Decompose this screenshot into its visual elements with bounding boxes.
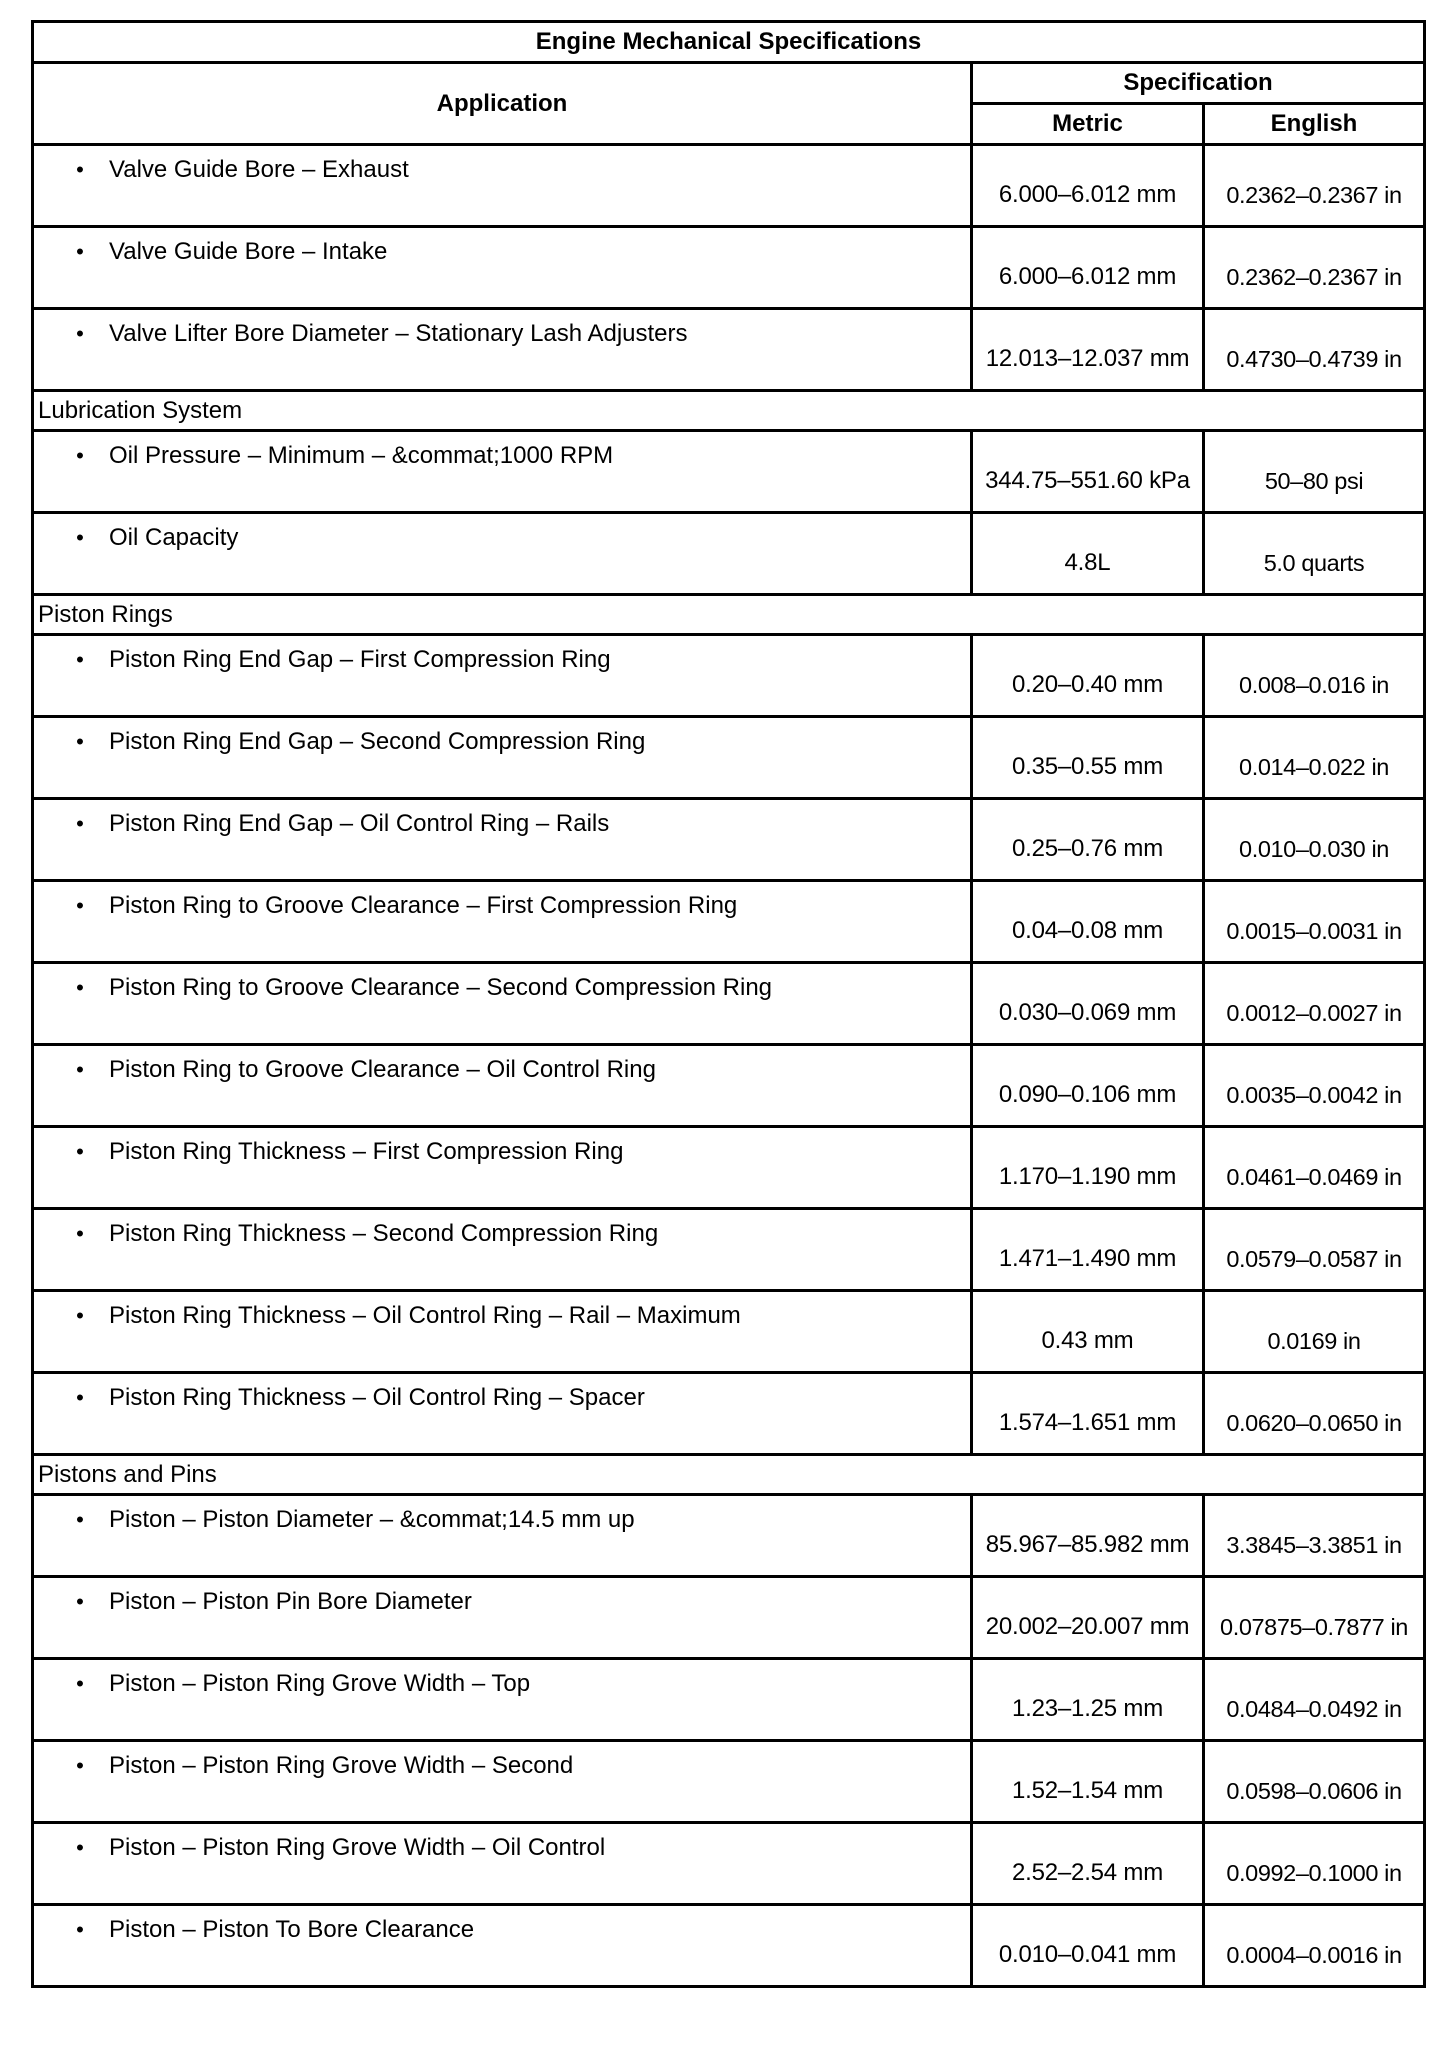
section-title: Piston Rings (33, 595, 1425, 635)
application-label: Piston – Piston Ring Grove Width – Top (109, 1670, 531, 1697)
table-row (33, 431, 1425, 513)
english-value: 0.0035–0.0042 in (1204, 1045, 1425, 1127)
table-row (33, 881, 1425, 963)
metric-value: 85.967–85.982 mm (972, 1495, 1204, 1577)
table-row (33, 145, 1425, 227)
english-value: 0.0579–0.0587 in (1204, 1209, 1425, 1291)
application-label: Oil Capacity (109, 524, 239, 551)
application-cell (33, 227, 972, 309)
application-label: Piston – Piston Pin Bore Diameter (109, 1588, 472, 1615)
metric-value: 1.574–1.651 mm (972, 1373, 1204, 1455)
table-row (33, 227, 1425, 309)
application-cell (33, 1209, 972, 1291)
application-cell (33, 799, 972, 881)
application-cell (33, 1127, 972, 1209)
metric-value: 0.35–0.55 mm (972, 717, 1204, 799)
application-label: Piston Ring Thickness – Oil Control Ring – Rail – Maximum (109, 1302, 741, 1329)
english-value: 0.0169 in (1204, 1291, 1425, 1373)
metric-value: 1.23–1.25 mm (972, 1659, 1204, 1741)
metric-value: 344.75–551.60 kPa (972, 431, 1204, 513)
metric-value: 0.04–0.08 mm (972, 881, 1204, 963)
application-label: Piston Ring End Gap – Second Compression Ring (109, 728, 646, 755)
table-row (33, 1905, 1425, 1987)
spec-sheet (31, 20, 1423, 1988)
application-label: Piston Ring to Groove Clearance – First Compression Ring (109, 892, 738, 919)
application-cell (33, 1495, 972, 1577)
metric-value: 1.471–1.490 mm (972, 1209, 1204, 1291)
english-value: 0.014–0.022 in (1204, 717, 1425, 799)
bullet-icon: • (76, 1139, 84, 1164)
application-cell (33, 309, 972, 391)
application-cell (33, 881, 972, 963)
metric-value: 0.090–0.106 mm (972, 1045, 1204, 1127)
table-row (33, 1045, 1425, 1127)
application-cell (33, 1905, 972, 1987)
bullet-icon: • (76, 975, 84, 1000)
application-label: Valve Guide Bore – Intake (109, 238, 388, 265)
metric-value: 1.170–1.190 mm (972, 1127, 1204, 1209)
metric-value: 20.002–20.007 mm (972, 1577, 1204, 1659)
english-value: 0.2362–0.2367 in (1204, 145, 1425, 227)
application-label: Piston Ring Thickness – First Compression Ring (109, 1138, 624, 1165)
application-cell (33, 1045, 972, 1127)
bullet-icon: • (76, 1303, 84, 1328)
bullet-icon: • (76, 893, 84, 918)
bullet-icon: • (76, 1589, 84, 1614)
bullet-icon: • (76, 1917, 84, 1942)
english-value: 0.0484–0.0492 in (1204, 1659, 1425, 1741)
application-label: Piston Ring End Gap – First Compression Ring (109, 646, 611, 673)
english-value: 0.008–0.016 in (1204, 635, 1425, 717)
english-value: 0.0992–0.1000 in (1204, 1823, 1425, 1905)
bullet-icon: • (76, 647, 84, 672)
bullet-icon: • (76, 157, 84, 182)
metric-value: 0.20–0.40 mm (972, 635, 1204, 717)
english-value: 50–80 psi (1204, 431, 1425, 513)
english-value: 0.4730–0.4739 in (1204, 309, 1425, 391)
application-cell (33, 635, 972, 717)
application-cell (33, 431, 972, 513)
specification-header: Specification (972, 63, 1425, 104)
english-value: 5.0 quarts (1204, 513, 1425, 595)
section-header-row (33, 1455, 1425, 1495)
table-row (33, 1577, 1425, 1659)
section-title: Pistons and Pins (33, 1455, 1425, 1495)
bullet-icon: • (76, 1835, 84, 1860)
section-title: Lubrication System (33, 391, 1425, 431)
bullet-icon: • (76, 1057, 84, 1082)
application-cell (33, 145, 972, 227)
bullet-icon: • (76, 1507, 84, 1532)
table-row (33, 717, 1425, 799)
application-label: Oil Pressure – Minimum – &commat;1000 RPM (109, 442, 614, 469)
bullet-icon: • (76, 1671, 84, 1696)
table-row (33, 1659, 1425, 1741)
table-row (33, 513, 1425, 595)
title-row (33, 22, 1425, 63)
metric-value: 0.43 mm (972, 1291, 1204, 1373)
application-label: Piston Ring Thickness – Second Compression Ring (109, 1220, 659, 1247)
metric-value: 12.013–12.037 mm (972, 309, 1204, 391)
bullet-icon: • (76, 1753, 84, 1778)
application-label: Piston Ring Thickness – Oil Control Ring – Spacer (109, 1384, 645, 1411)
section-header-row (33, 595, 1425, 635)
english-value: 0.0461–0.0469 in (1204, 1127, 1425, 1209)
bullet-icon: • (76, 811, 84, 836)
bullet-icon: • (76, 525, 84, 550)
bullet-icon: • (76, 1385, 84, 1410)
table-row (33, 1741, 1425, 1823)
application-label: Piston – Piston Ring Grove Width – Second (109, 1752, 574, 1779)
english-value: 0.0620–0.0650 in (1204, 1373, 1425, 1455)
metric-value: 0.25–0.76 mm (972, 799, 1204, 881)
bullet-icon: • (76, 443, 84, 468)
table-row (33, 799, 1425, 881)
english-value: 0.0012–0.0027 in (1204, 963, 1425, 1045)
application-cell (33, 1577, 972, 1659)
application-cell (33, 1659, 972, 1741)
english-value: 0.07875–0.7877 in (1204, 1577, 1425, 1659)
english-value: 0.0015–0.0031 in (1204, 881, 1425, 963)
bullet-icon: • (76, 1221, 84, 1246)
table-row (33, 309, 1425, 391)
table-row (33, 1373, 1425, 1455)
metric-value: 6.000–6.012 mm (972, 227, 1204, 309)
english-value: 3.3845–3.3851 in (1204, 1495, 1425, 1577)
table-row (33, 1823, 1425, 1905)
application-cell (33, 1291, 972, 1373)
application-cell (33, 963, 972, 1045)
application-label: Valve Guide Bore – Exhaust (109, 156, 409, 183)
application-cell (33, 1741, 972, 1823)
bullet-icon: • (76, 729, 84, 754)
english-value: 0.2362–0.2367 in (1204, 227, 1425, 309)
bullet-icon: • (76, 321, 84, 346)
application-cell (33, 513, 972, 595)
table-row (33, 1127, 1425, 1209)
application-cell (33, 1823, 972, 1905)
english-value: 0.0598–0.0606 in (1204, 1741, 1425, 1823)
table-row (33, 1209, 1425, 1291)
application-cell (33, 1373, 972, 1455)
table-row (33, 635, 1425, 717)
application-cell (33, 717, 972, 799)
metric-value: 2.52–2.54 mm (972, 1823, 1204, 1905)
header-row (33, 63, 1425, 104)
english-header: English (1204, 104, 1425, 145)
table-row (33, 963, 1425, 1045)
metric-value: 0.010–0.041 mm (972, 1905, 1204, 1987)
metric-value: 1.52–1.54 mm (972, 1741, 1204, 1823)
metric-value: 4.8L (972, 513, 1204, 595)
metric-value: 6.000–6.012 mm (972, 145, 1204, 227)
application-label: Valve Lifter Bore Diameter – Stationary Lash Adjusters (109, 320, 688, 347)
metric-value: 0.030–0.069 mm (972, 963, 1204, 1045)
spec-table (31, 20, 1426, 1988)
application-label: Piston – Piston To Bore Clearance (109, 1916, 475, 1943)
english-value: 0.010–0.030 in (1204, 799, 1425, 881)
section-header-row (33, 391, 1425, 431)
english-value: 0.0004–0.0016 in (1204, 1905, 1425, 1987)
spec-rows (33, 145, 1425, 1987)
application-label: Piston Ring End Gap – Oil Control Ring – Rails (109, 810, 610, 837)
table-title: Engine Mechanical Specifications (33, 22, 1425, 63)
application-label: Piston – Piston Diameter – &commat;14.5 mm up (109, 1506, 635, 1533)
application-label: Piston – Piston Ring Grove Width – Oil Control (109, 1834, 606, 1861)
table-row (33, 1495, 1425, 1577)
table-row (33, 1291, 1425, 1373)
application-label: Piston Ring to Groove Clearance – Oil Control Ring (109, 1056, 656, 1083)
application-label: Piston Ring to Groove Clearance – Second Compression Ring (109, 974, 773, 1001)
application-header: Application (33, 63, 972, 145)
metric-header: Metric (972, 104, 1204, 145)
bullet-icon: • (76, 239, 84, 264)
